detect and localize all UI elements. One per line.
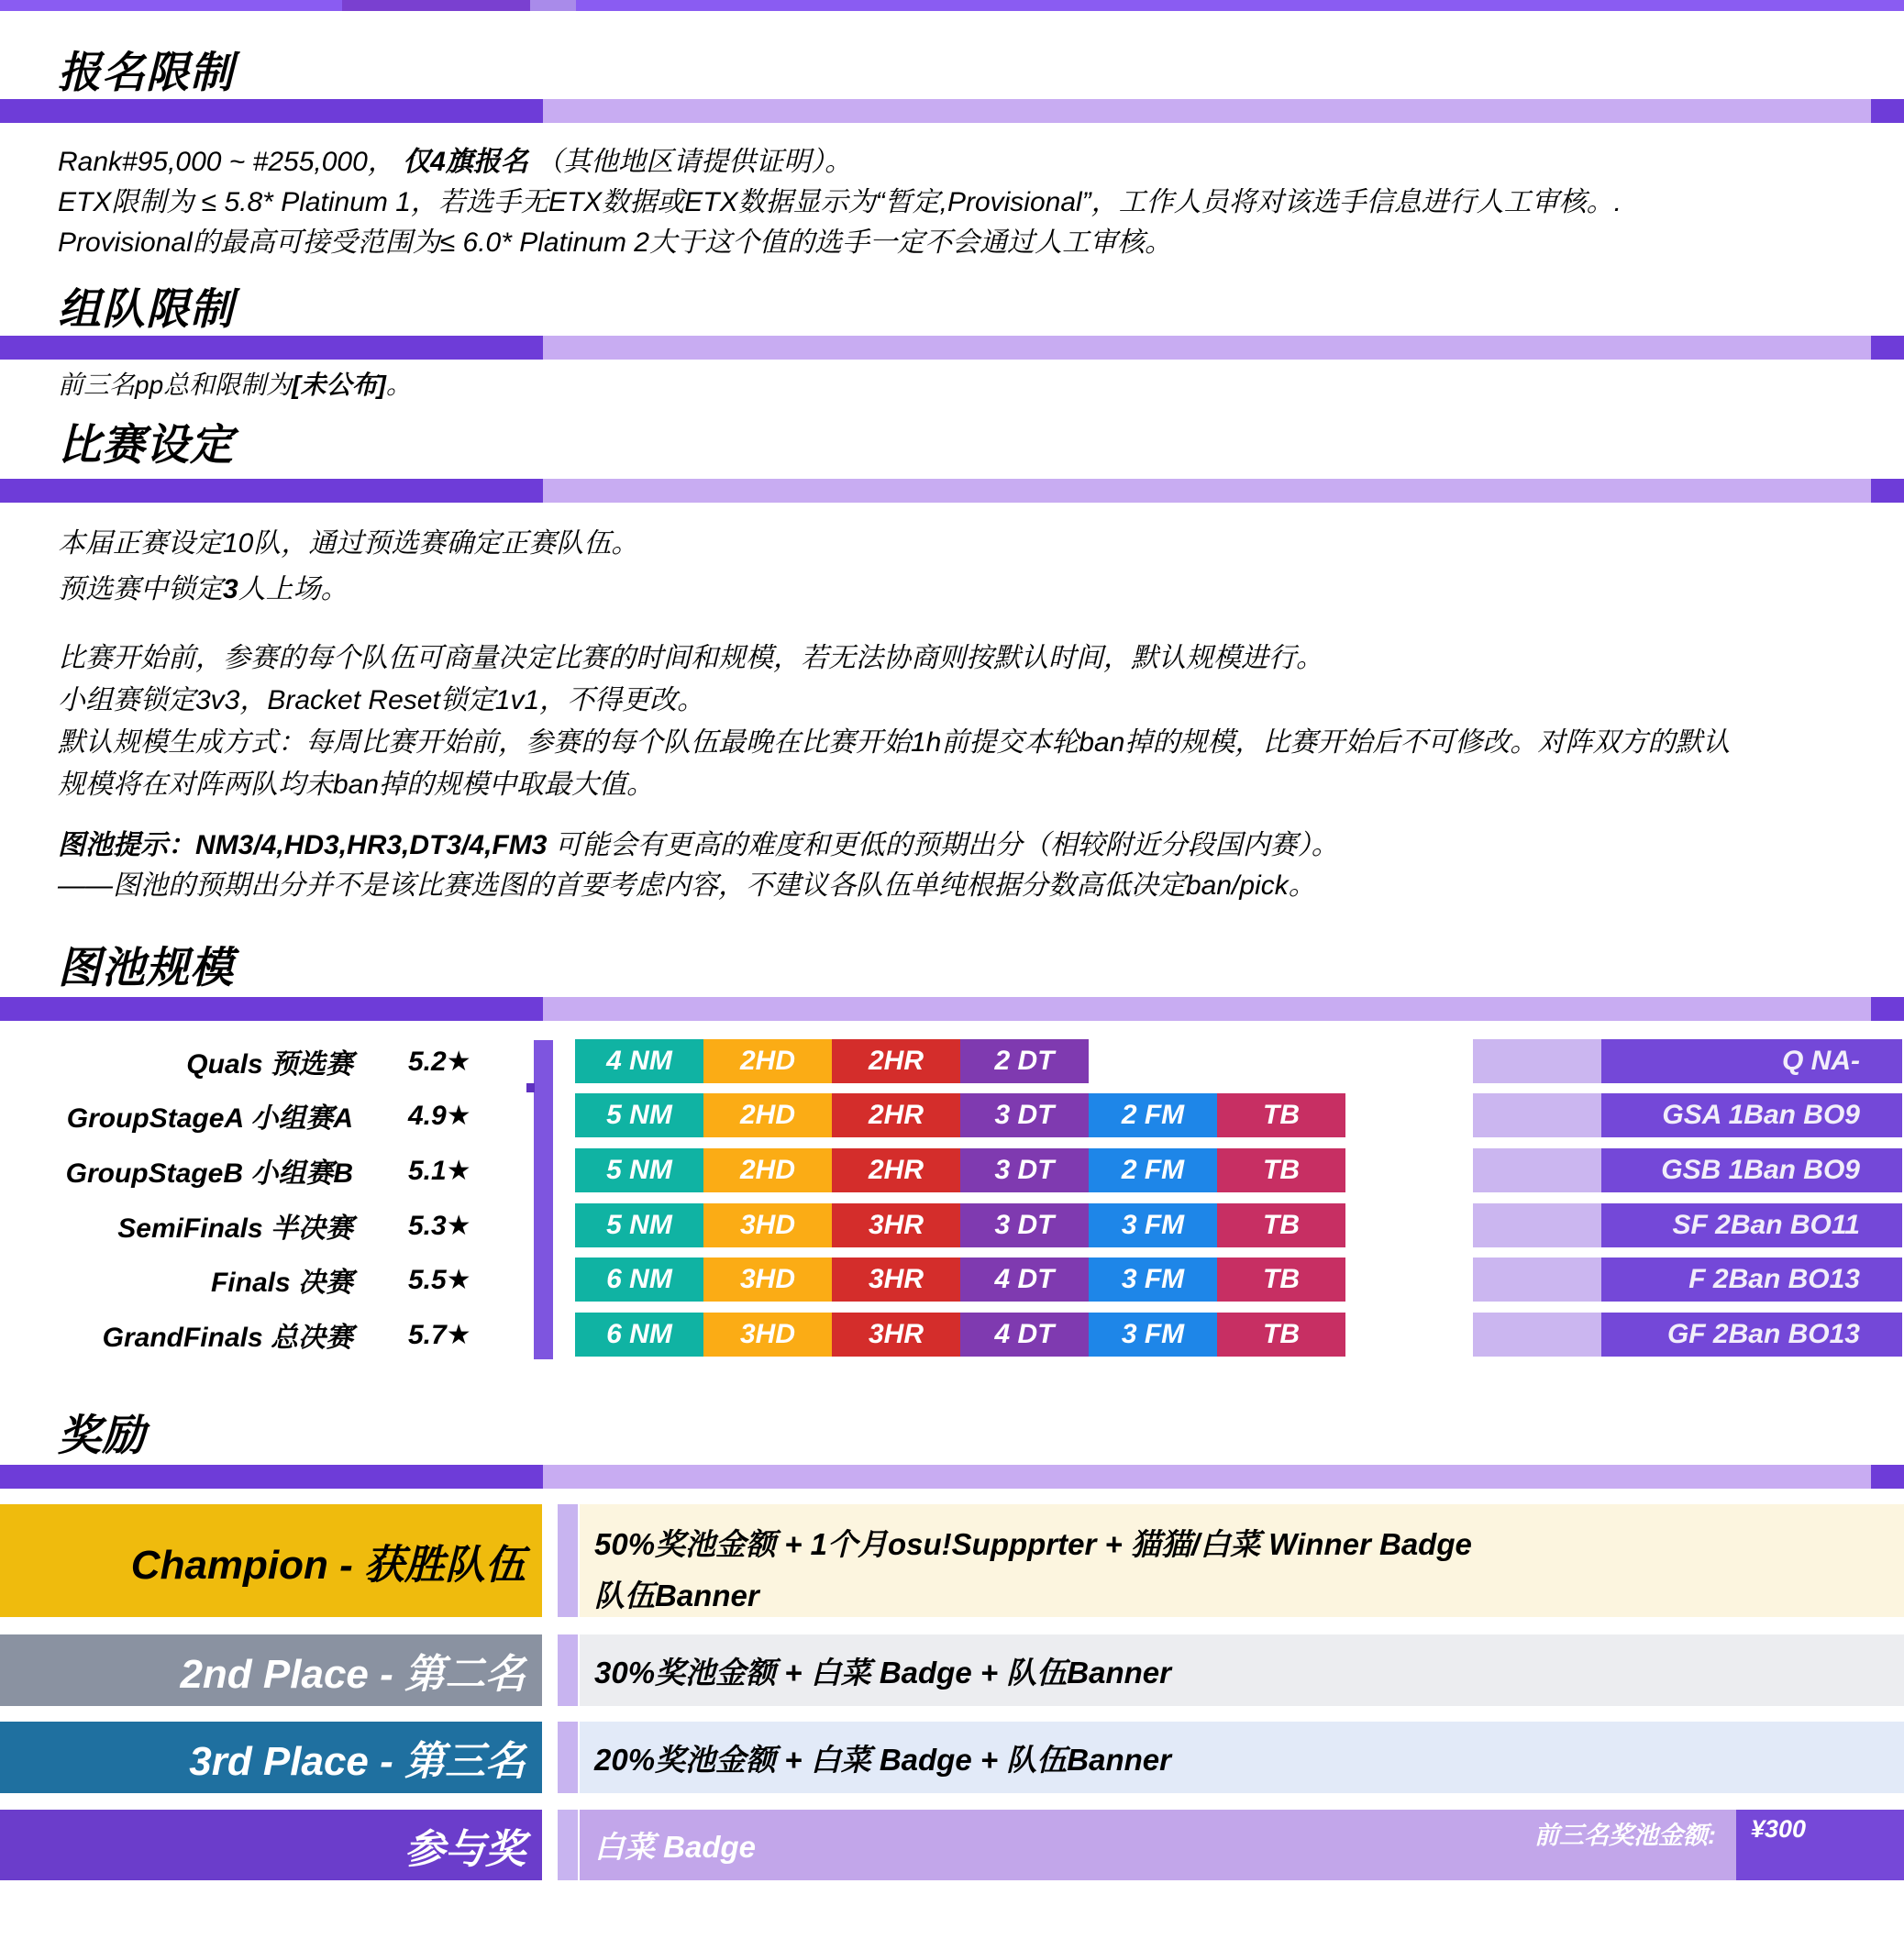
settings-paragraph-3 <box>58 825 1339 906</box>
mod-cell-hr: 3HR <box>832 1203 960 1247</box>
text-run: 人上场。 <box>238 574 349 604</box>
section-title-mappool: 图池规模 <box>58 943 234 992</box>
registration-line-1 <box>58 142 1622 183</box>
round-tag-light <box>1473 1148 1601 1192</box>
mod-cell-hd: 2HD <box>703 1148 832 1192</box>
text-run-bold: 仅4旗报名 <box>403 147 528 177</box>
mappool-row-finals <box>0 1258 1904 1302</box>
award-strip <box>558 1504 578 1617</box>
divider-cap-segment <box>1871 99 1904 123</box>
award-row-champion <box>0 1504 1904 1617</box>
text-run-bold: 3 <box>223 574 238 604</box>
text-run: 可能会有更高的难度和更低的预期出分（相较附近分段国内赛）。 <box>547 830 1339 860</box>
mappool-row-groupstage-a <box>0 1093 1904 1137</box>
divider-light-segment <box>543 1465 1871 1489</box>
settings-paragraph-2 <box>58 637 1730 806</box>
settings-p2-line-4 <box>58 764 1730 806</box>
mod-cell-nm: 6 NM <box>575 1258 703 1302</box>
round-tag-light <box>1473 1093 1601 1137</box>
mod-cell-tb: TB <box>1217 1203 1345 1247</box>
star-rating: 5.2★ <box>408 1046 471 1077</box>
star-rating: 5.5★ <box>408 1264 471 1295</box>
participation-reward: 白菜 Badge <box>594 1830 757 1864</box>
text-run: （其他地区请提供证明）。 <box>527 147 853 177</box>
stage-label: Quals 预选赛 <box>186 1049 353 1080</box>
team-limit-paragraph <box>58 365 412 405</box>
settings-p1-line-1 <box>58 521 638 567</box>
mod-cell-hd: 3HD <box>703 1258 832 1302</box>
mod-cell-hd: 3HD <box>703 1313 832 1357</box>
text-run: 规模将在对阵两队均未ban掉的规模中取最大值。 <box>58 770 655 800</box>
award-row-third <box>0 1722 1904 1793</box>
award-strip <box>558 1634 578 1706</box>
mod-cell-hr: 3HR <box>832 1258 960 1302</box>
mod-cell-dt: 3 DT <box>960 1203 1089 1247</box>
team-limit-line <box>58 365 412 405</box>
mod-cells <box>575 1039 1089 1083</box>
mod-cell-tb: TB <box>1217 1313 1345 1357</box>
mod-cells <box>575 1258 1345 1302</box>
text-run: Rank#95,000 ~ #255,000， <box>58 147 404 177</box>
mod-cell-fm: 2 FM <box>1089 1148 1217 1192</box>
mod-cell-nm: 5 NM <box>575 1203 703 1247</box>
round-tag: Q NA- <box>1601 1039 1902 1083</box>
third-place-title: 3rd Place - 第三名 <box>0 1722 542 1793</box>
mod-cell-nm: 4 NM <box>575 1039 703 1083</box>
round-tag: SF 2Ban BO11 <box>1601 1203 1902 1247</box>
text-run: 默认规模生成方式：每周比赛开始前，参赛的每个队伍最晚在比赛开始1h前提交本轮ban掉的规模，比赛开始后不可修改。对阵双方的默认 <box>58 727 1731 758</box>
divider-light-segment <box>543 99 1871 123</box>
divider-cap-segment <box>1871 997 1904 1021</box>
mod-cell-fm: 2 FM <box>1089 1093 1217 1137</box>
award-row-second <box>0 1634 1904 1706</box>
champion-reward-line-2: 队伍Banner <box>594 1579 759 1612</box>
section-title-awards: 奖励 <box>58 1411 146 1459</box>
mod-cell-tb: TB <box>1217 1258 1345 1302</box>
divider-match-settings <box>0 479 1904 503</box>
mod-cell-hr: 2HR <box>832 1148 960 1192</box>
mod-cell-tb: TB <box>1217 1093 1345 1137</box>
top-accent-strip <box>0 0 1904 11</box>
text-run: 前三名pp总和限制为 <box>58 371 293 399</box>
top-strip-light-segment <box>530 0 576 11</box>
round-tag-light <box>1473 1258 1601 1302</box>
mod-cell-dt: 3 DT <box>960 1093 1089 1137</box>
settings-p2-line-3 <box>58 722 1730 764</box>
settings-p3-line-2 <box>58 866 1339 906</box>
registration-paragraph <box>58 142 1622 263</box>
divider-light-segment <box>543 997 1871 1021</box>
stray-mark <box>526 1083 535 1092</box>
mappool-vertical-bar <box>534 1040 553 1359</box>
third-place-reward-area <box>580 1722 1904 1793</box>
participation-title: 参与奖 <box>0 1810 542 1880</box>
text-run: 预选赛中锁定 <box>58 574 223 604</box>
divider-light-segment <box>543 336 1871 360</box>
settings-p2-line-2 <box>58 680 1730 722</box>
divider-cap-segment <box>1871 1465 1904 1489</box>
text-run-bold: [未公布] <box>292 371 386 399</box>
mappool-row-semifinals <box>0 1203 1904 1247</box>
award-strip <box>558 1722 578 1793</box>
second-place-title: 2nd Place - 第二名 <box>0 1634 542 1706</box>
stage-label: SemiFinals 半决赛 <box>117 1213 353 1244</box>
mod-cell-dt: 2 DT <box>960 1039 1089 1083</box>
top-strip-dark-segment <box>342 0 530 11</box>
stage-label: GroupStageA 小组赛A <box>66 1103 353 1134</box>
registration-line-3 <box>58 223 1622 263</box>
divider-team-limit <box>0 336 1904 360</box>
divider-mappool <box>0 997 1904 1021</box>
star-rating: 5.7★ <box>408 1319 471 1350</box>
second-place-reward: 30%奖池金额 + 白菜 Badge + 队伍Banner <box>594 1655 1171 1690</box>
text-run: 比赛开始前，参赛的每个队伍可商量决定比赛的时间和规模，若无法协商则按默认时间，默认规模进行。 <box>58 643 1323 673</box>
stage-label: GroupStageB 小组赛B <box>65 1158 353 1189</box>
mod-cell-fm: 3 FM <box>1089 1313 1217 1357</box>
divider-registration <box>0 99 1904 123</box>
divider-cap-segment <box>1871 336 1904 360</box>
mod-cells <box>575 1093 1345 1137</box>
mod-cell-dt: 3 DT <box>960 1148 1089 1192</box>
mappool-row-quals <box>0 1039 1904 1083</box>
text-run-bold: 图池提示： <box>58 830 195 860</box>
section-title-match-settings: 比赛设定 <box>58 420 234 469</box>
star-rating: 4.9★ <box>408 1100 471 1131</box>
mod-cell-hr: 2HR <box>832 1039 960 1083</box>
star-rating: 5.3★ <box>408 1210 471 1241</box>
settings-p1-line-2 <box>58 567 638 613</box>
second-place-reward-area <box>580 1634 1904 1706</box>
divider-dark-segment <box>0 479 543 503</box>
award-strip <box>558 1810 578 1880</box>
round-tag: GSA 1Ban BO9 <box>1601 1093 1902 1137</box>
round-tag: GF 2Ban BO13 <box>1601 1313 1902 1357</box>
section-title-team-limit: 组队限制 <box>58 284 234 333</box>
round-tag-light <box>1473 1313 1601 1357</box>
settings-paragraph-1 <box>58 521 638 613</box>
mod-cell-fm: 3 FM <box>1089 1203 1217 1247</box>
mod-cell-nm: 6 NM <box>575 1313 703 1357</box>
champion-reward-line-1: 50%奖池金额 + 1个月osu!Suppprter + 猫猫/白菜 Winner Badge <box>594 1527 1472 1561</box>
mod-cell-fm: 3 FM <box>1089 1258 1217 1302</box>
mod-cell-hd: 2HD <box>703 1093 832 1137</box>
round-tag-light <box>1473 1203 1601 1247</box>
mod-cell-dt: 4 DT <box>960 1258 1089 1302</box>
mod-cell-hd: 2HD <box>703 1039 832 1083</box>
third-place-reward: 20%奖池金额 + 白菜 Badge + 队伍Banner <box>594 1742 1171 1777</box>
champion-reward <box>580 1504 1904 1617</box>
text-run: Provisional的最高可接受范围为≤ 6.0* Platinum 2大于这个值的选手一定不会通过人工审核。 <box>58 227 1172 258</box>
text-run: 小组赛锁定3v3，Bracket Reset锁定1v1，不得更改。 <box>58 685 705 715</box>
mappool-row-grandfinals <box>0 1313 1904 1357</box>
round-tag: GSB 1Ban BO9 <box>1601 1148 1902 1192</box>
divider-cap-segment <box>1871 479 1904 503</box>
text-run-bold: NM3/4,HD3,HR3,DT3/4,FM3 <box>195 830 548 860</box>
mappool-row-groupstage-b <box>0 1148 1904 1192</box>
divider-dark-segment <box>0 99 543 123</box>
text-run: 。 <box>385 371 412 399</box>
mod-cell-dt: 4 DT <box>960 1313 1089 1357</box>
mod-cells <box>575 1313 1345 1357</box>
mod-cell-tb: TB <box>1217 1148 1345 1192</box>
divider-dark-segment <box>0 336 543 360</box>
prize-pool-label: 前三名奖池金额: <box>1534 1822 1716 1849</box>
star-rating: 5.1★ <box>408 1155 471 1186</box>
mod-cell-hd: 3HD <box>703 1203 832 1247</box>
settings-p3-line-1 <box>58 825 1339 866</box>
award-row-participation <box>0 1810 1904 1880</box>
prize-pool-value: ¥300 <box>1736 1810 1904 1880</box>
mod-cells <box>575 1148 1345 1192</box>
stage-label: Finals 决赛 <box>210 1268 353 1298</box>
text-run: ——图池的预期出分并不是该比赛选图的首要考虑内容，不建议各队伍单纯根据分数高低决定ban/pick。 <box>58 870 1316 901</box>
settings-p2-line-1 <box>58 637 1730 680</box>
champion-title: Champion - 获胜队伍 <box>0 1504 542 1617</box>
round-tag-light <box>1473 1039 1601 1083</box>
stage-label: GrandFinals 总决赛 <box>102 1323 353 1353</box>
section-title-registration: 报名限制 <box>58 48 234 96</box>
divider-light-segment <box>543 479 1871 503</box>
mod-cell-nm: 5 NM <box>575 1148 703 1192</box>
mod-cell-hr: 2HR <box>832 1093 960 1137</box>
text-run: 本届正赛设定10队，通过预选赛确定正赛队伍。 <box>58 528 639 559</box>
divider-dark-segment <box>0 1465 543 1489</box>
registration-line-2 <box>58 183 1622 223</box>
divider-dark-segment <box>0 997 543 1021</box>
mod-cells <box>575 1203 1345 1247</box>
round-tag: F 2Ban BO13 <box>1601 1258 1902 1302</box>
mod-cell-nm: 5 NM <box>575 1093 703 1137</box>
mod-cell-hr: 3HR <box>832 1313 960 1357</box>
divider-awards <box>0 1465 1904 1489</box>
text-run: ETX限制为 ≤ 5.8* Platinum 1，若选手无ETX数据或ETX数据显示为“暂定,Provisional”，工作人员将对该选手信息进行人工审核。. <box>58 187 1622 217</box>
